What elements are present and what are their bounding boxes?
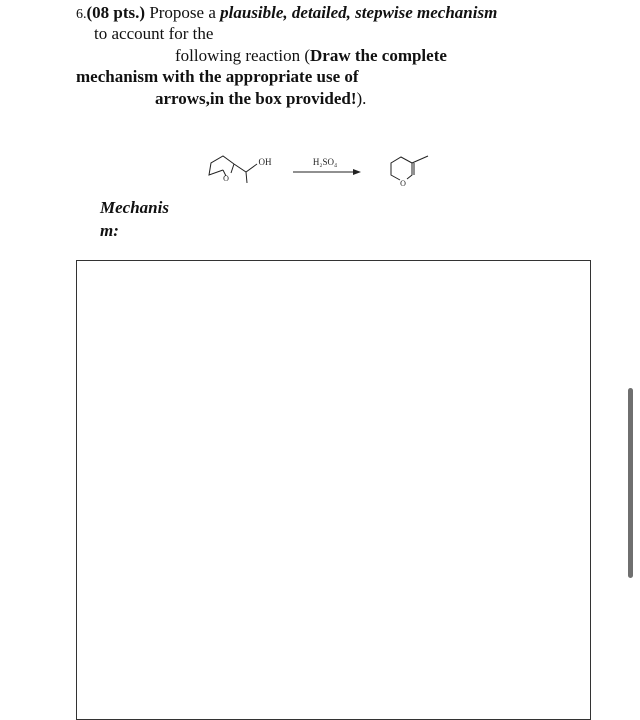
reactant-oh-label: OH xyxy=(258,157,272,167)
question-points: (08 pts.) xyxy=(86,3,146,22)
reactant-structure xyxy=(209,156,257,183)
question-text-2: to account for the xyxy=(94,24,214,43)
mechanism-answer-box[interactable] xyxy=(76,260,591,720)
question-number: 6. xyxy=(76,7,87,22)
mechanism-label-line-2: m: xyxy=(100,221,119,240)
question-instruction-2: mechanism with the appropriate use of xyxy=(76,67,359,86)
product-structure xyxy=(391,156,428,180)
reaction-scheme xyxy=(195,142,455,202)
question-text-1: Propose a xyxy=(145,3,221,22)
question-instruction-1: Draw the complete xyxy=(310,46,447,65)
question-text-5: ). xyxy=(356,89,367,108)
question-line-5 xyxy=(155,89,366,109)
question-line-3 xyxy=(175,46,447,66)
question-instruction-3: arrows,in the box provided! xyxy=(155,89,357,108)
question-line-1 xyxy=(76,3,497,25)
reagent-label: H₂SO₄ xyxy=(312,157,338,167)
reactant-ring-oxygen-label: O xyxy=(223,174,229,183)
vertical-scrollbar-thumb[interactable] xyxy=(628,388,633,578)
question-line-4 xyxy=(76,67,359,87)
mechanism-label-line-1: Mechanis xyxy=(100,198,169,217)
question-emphasis: plausible, detailed, stepwise mechanism xyxy=(220,3,498,22)
question-text-3: following reaction ( xyxy=(175,46,311,65)
question-line-2 xyxy=(94,24,213,44)
product-ring-oxygen-label: O xyxy=(400,179,406,188)
reaction-arrow-head xyxy=(353,169,361,175)
